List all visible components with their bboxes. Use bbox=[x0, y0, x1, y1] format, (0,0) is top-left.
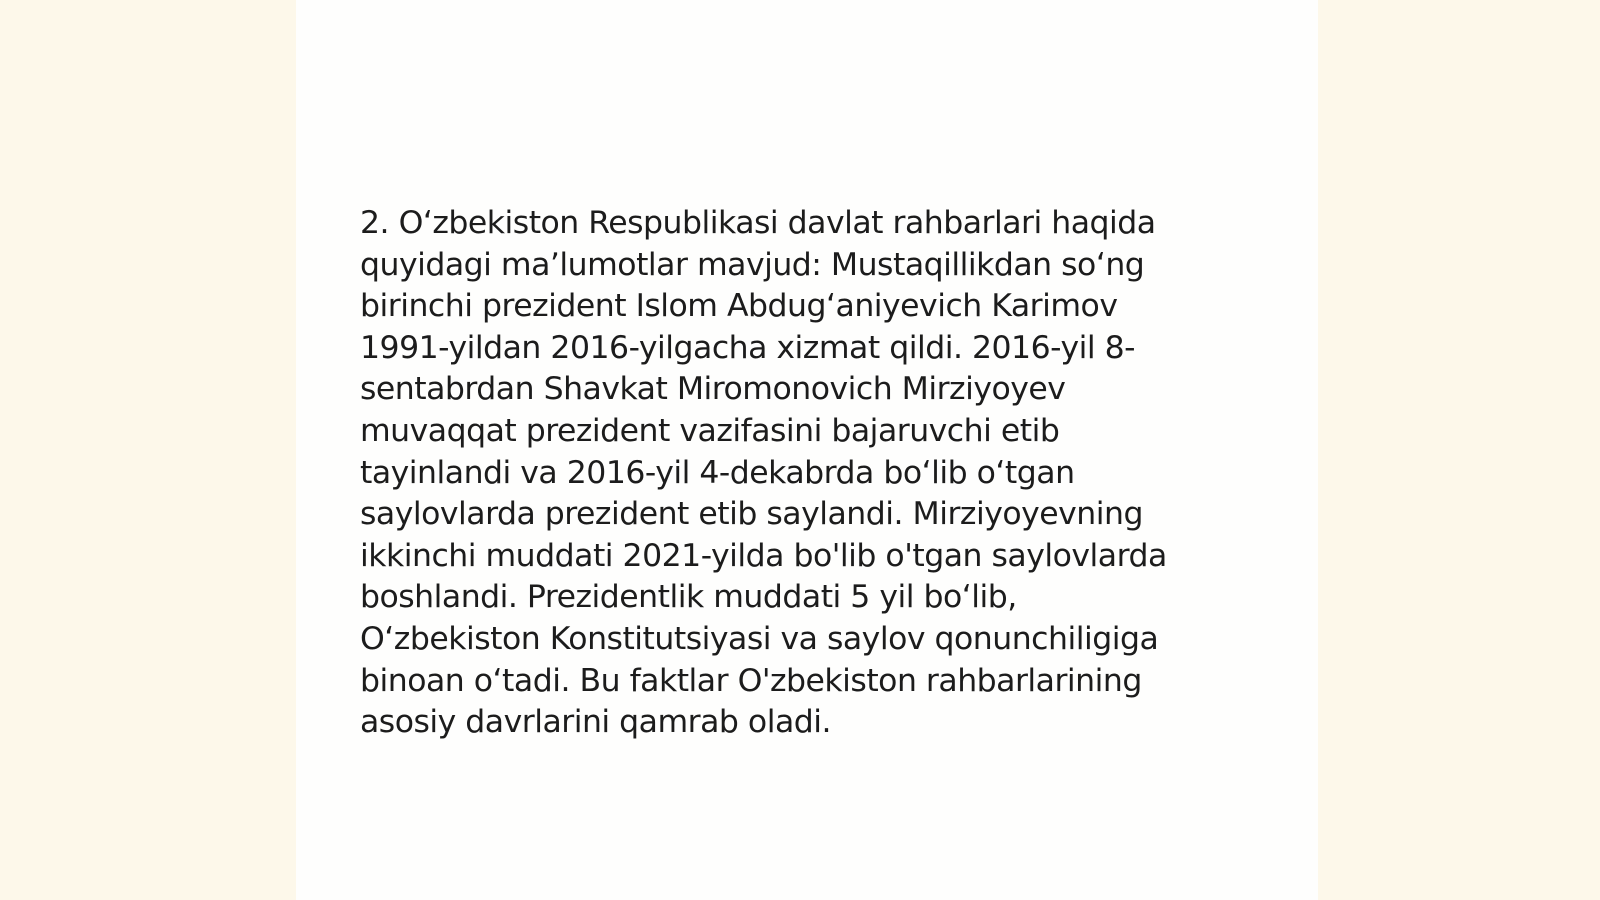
document-page bbox=[296, 0, 1318, 900]
paragraph-line: boshlandi. Prezidentlik muddati 5 yil bo‘lib, bbox=[360, 579, 1017, 616]
paragraph-line: tayinlandi va 2016-yil 4-dekabrda bo‘lib o‘tgan bbox=[360, 454, 1075, 491]
body-paragraph bbox=[360, 203, 1240, 744]
paragraph-line: O‘zbekiston Konstitutsiyasi va saylov qonunchiligiga bbox=[360, 620, 1159, 657]
paragraph-line: sentabrdan Shavkat Miromonovich Mirziyoyev bbox=[360, 371, 1066, 408]
paragraph-line: binoan o‘tadi. Bu faktlar O'zbekiston rahbarlarining bbox=[360, 662, 1142, 699]
paragraph-line: ikkinchi muddati 2021-yilda bo'lib o'tgan saylovlarda bbox=[360, 537, 1167, 574]
paragraph-line: birinchi prezident Islom Abdug‘aniyevich Karimov bbox=[360, 288, 1118, 325]
paragraph-line: 1991-yildan 2016-yilgacha xizmat qildi. 2016-yil 8- bbox=[360, 329, 1136, 366]
paragraph-line: quyidagi ma’lumotlar mavjud: Mustaqillikdan so‘ng bbox=[360, 246, 1145, 283]
paragraph-line: 2. O‘zbekiston Respublikasi davlat rahbarlari haqida bbox=[360, 205, 1156, 241]
paragraph-line: asosiy davrlarini qamrab oladi. bbox=[360, 704, 832, 741]
paragraph-line: saylovlarda prezident etib saylandi. Mirziyoyevning bbox=[360, 496, 1143, 533]
paragraph-line: muvaqqat prezident vazifasini bajaruvchi etib bbox=[360, 412, 1060, 449]
